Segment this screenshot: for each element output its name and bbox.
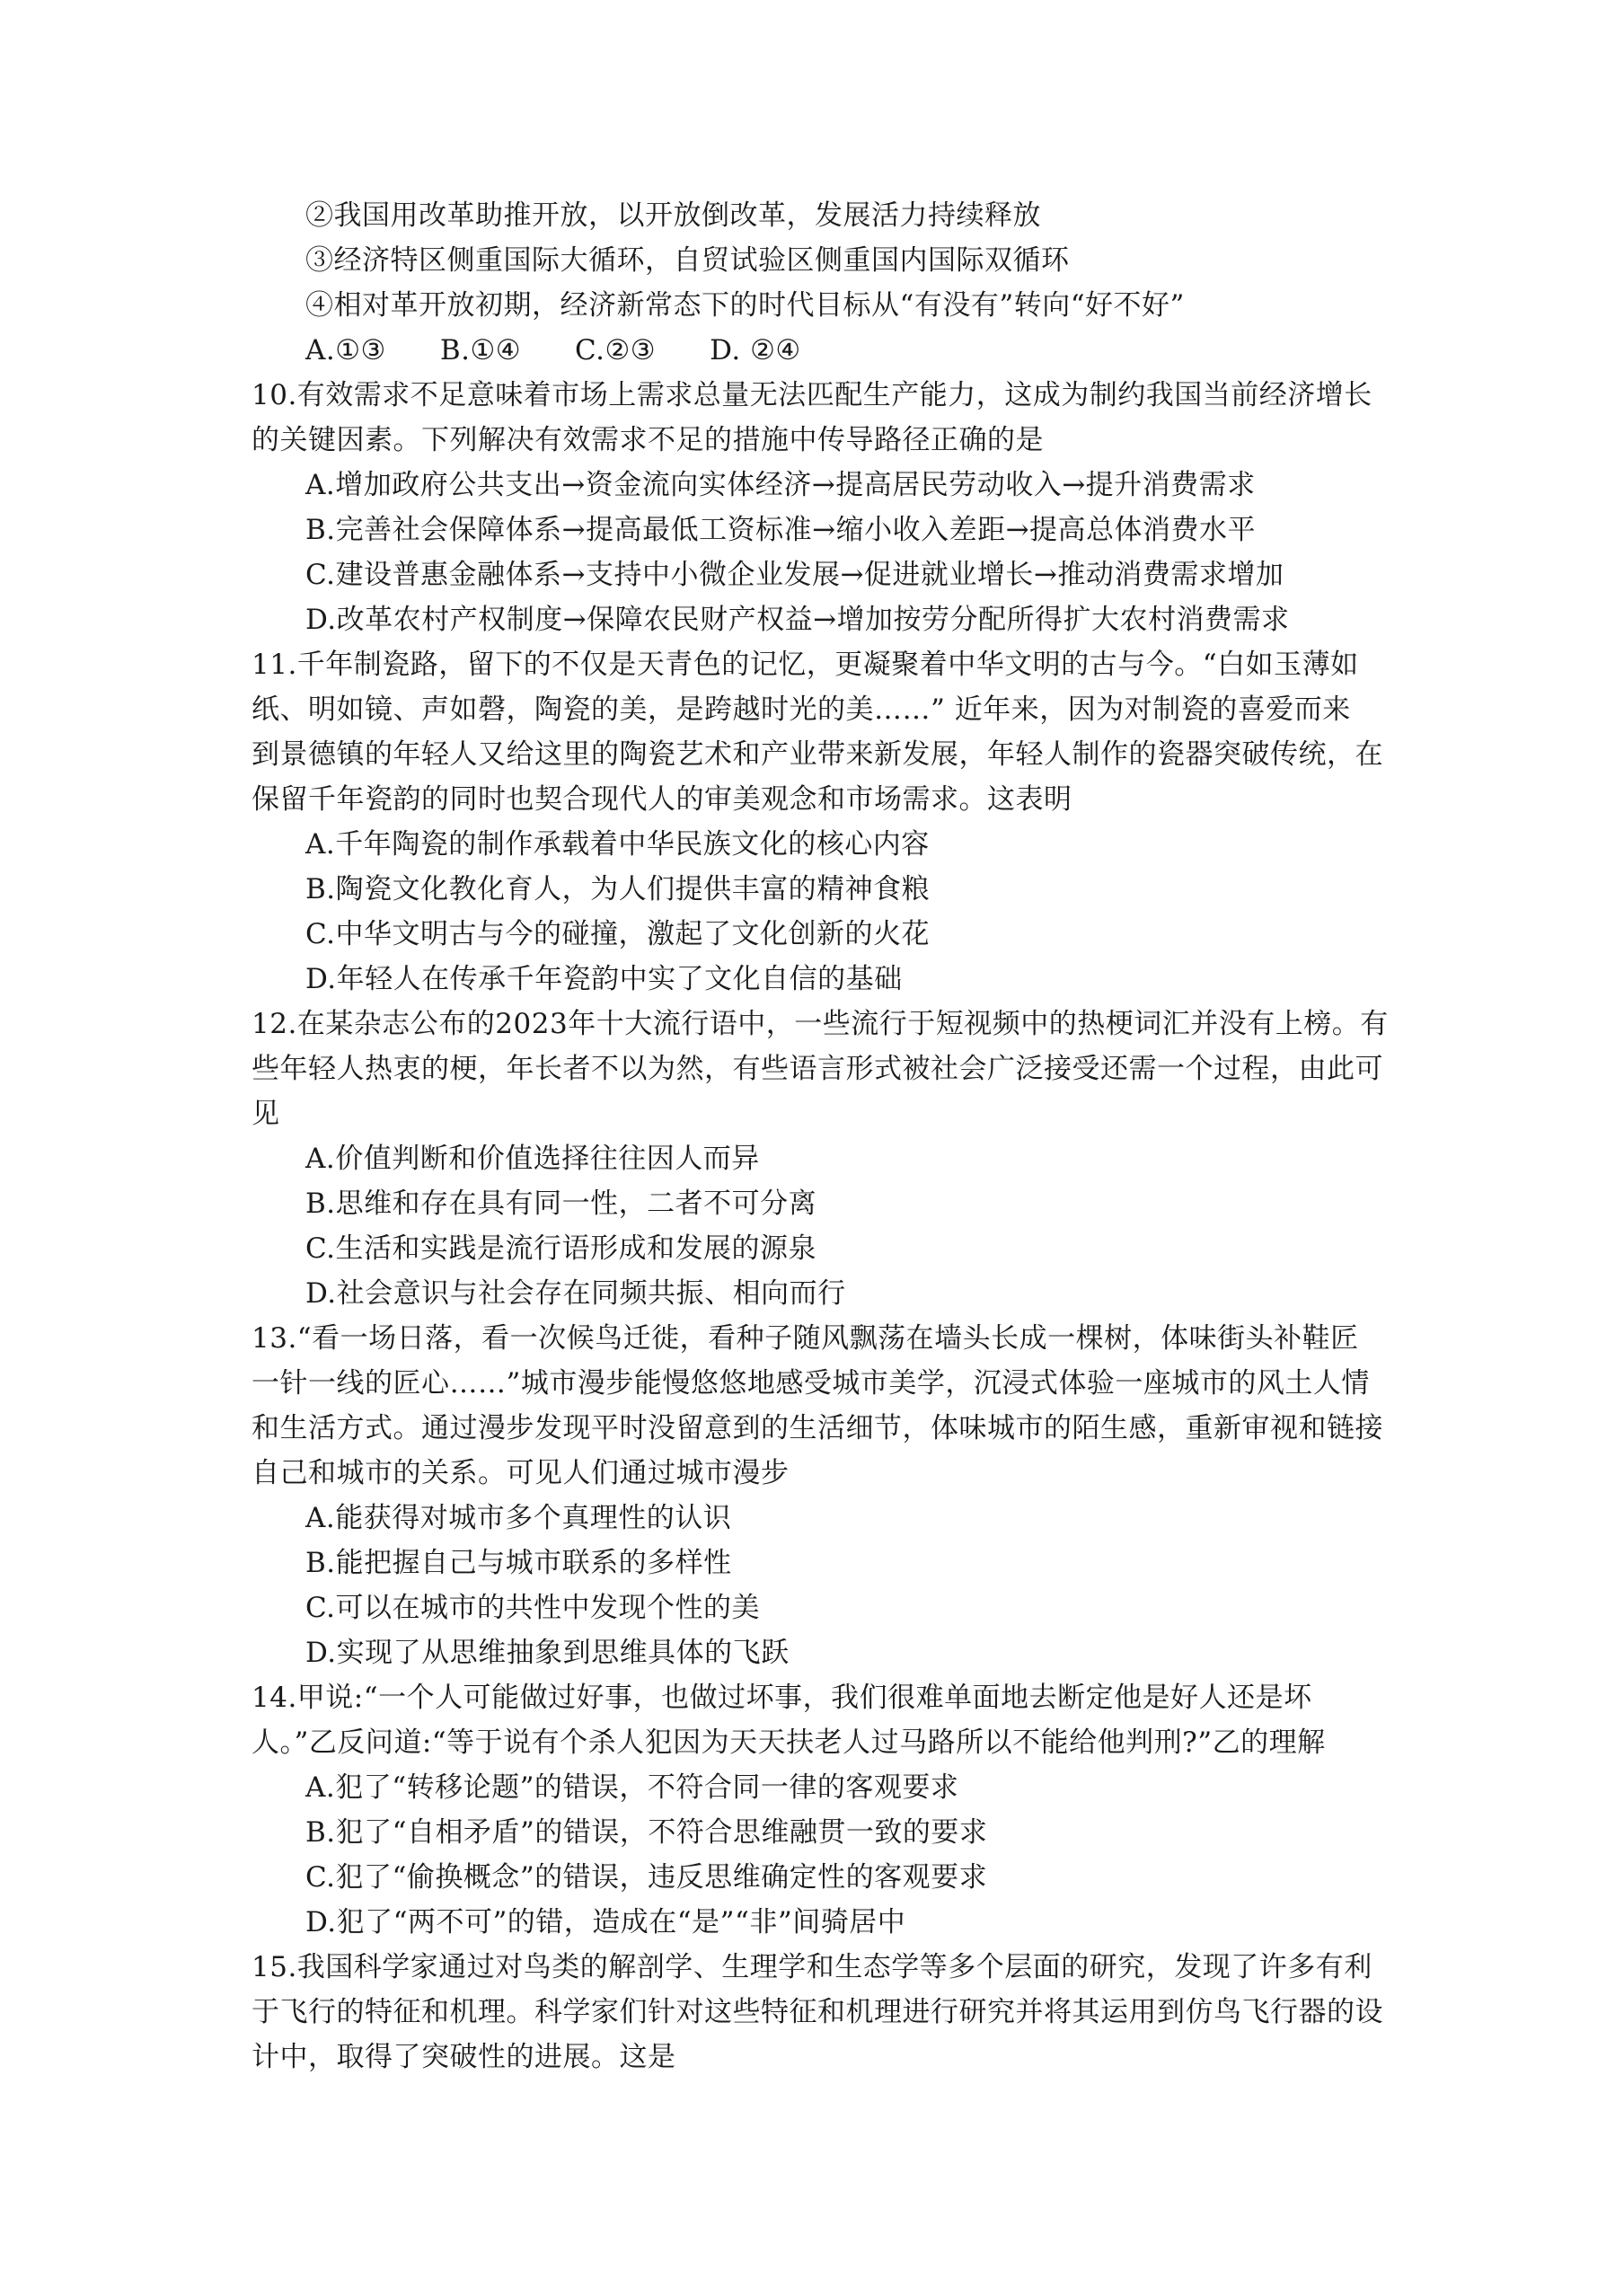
question-stem-line: 14.甲说:“一个人可能做过好事，也做过坏事，我们很难单面地去断定他是好人还是坏 xyxy=(252,1682,1312,1714)
question-stem-line: 15.我国科学家通过对鸟类的解剖学、生理学和生态学等多个层面的研究，发现了许多有利 xyxy=(252,1951,1372,1983)
option-c: C.生活和实践是流行语形成和发展的源泉 xyxy=(305,1232,816,1265)
option-a: A.价值判断和价值选择往往因人而异 xyxy=(305,1143,760,1175)
page-content xyxy=(252,193,1410,2080)
question-stem-line: 保留千年瓷韵的同时也契合现代人的审美观念和市场需求。这表明 xyxy=(252,783,1072,816)
question-9 xyxy=(252,193,1410,373)
statement-4: ④相对革开放初期，经济新常态下的时代目标从“有没有”转向“好不好” xyxy=(305,289,1185,322)
option-b: B.①④ xyxy=(439,334,522,366)
question-stem-line: 11.千年制瓷路，留下的不仅是天青色的记忆，更凝聚着中华文明的古与今。“白如玉薄如 xyxy=(252,649,1359,681)
question-stem-line: 纸、明如镜、声如磬，陶瓷的美，是跨越时光的美……” 近年来，因为对制瓷的喜爱而来 xyxy=(252,693,1351,726)
option-c: C.犯了“偷换概念”的错误，违反思维确定性的客观要求 xyxy=(305,1861,988,1894)
option-b: B.犯了“自相矛盾”的错误，不符合思维融贯一致的要求 xyxy=(305,1816,988,1849)
question-stem-line: 12.在某杂志公布的2023年十大流行语中，一些流行于短视频中的热梗词汇并没有上榜。有 xyxy=(252,1008,1389,1040)
statement-3: ③经济特区侧重国际大循环，自贸试验区侧重国内国际双循环 xyxy=(305,244,1070,277)
option-c: C.②③ xyxy=(575,334,657,366)
question-stem-line: 些年轻人热衷的梗，年长者不以为然，有些语言形式被社会广泛接受还需一个过程，由此可 xyxy=(252,1053,1383,1085)
option-d: D. ②④ xyxy=(710,334,801,366)
option-c: C.中华文明古与今的碰撞，激起了文化创新的火花 xyxy=(305,918,930,950)
question-13 xyxy=(252,1316,1410,1675)
question-stem-line: 10.有效需求不足意味着市场上需求总量无法匹配生产能力，这成为制约我国当前经济增长 xyxy=(252,379,1372,411)
option-a: A.能获得对城市多个真理性的认识 xyxy=(305,1502,732,1534)
question-stem-line: 一针一线的匠心……”城市漫步能慢悠悠地感受城市美学，沉浸式体验一座城市的风土人情 xyxy=(252,1367,1370,1400)
option-c: C.建设普惠金融体系→支持中小微企业发展→促进就业增长→推动消费需求增加 xyxy=(305,559,1284,591)
question-15 xyxy=(252,1945,1410,2080)
question-stem-line: 见 xyxy=(252,1098,280,1130)
option-d: D.犯了“两不可”的错，造成在“是”“非”间骑居中 xyxy=(305,1906,906,1938)
question-14 xyxy=(252,1675,1410,1945)
question-stem-line: 人。”乙反问道:“等于说有个杀人犯因为天天扶老人过马路所以不能给他判刑?”乙的理解 xyxy=(252,1726,1326,1759)
option-b: B.陶瓷文化教化育人，为人们提供丰富的精神食粮 xyxy=(305,873,931,905)
question-stem-line: 13.“看一场日落，看一次候鸟迁徙，看种子随风飘荡在墙头长成一棵树，体味街头补鞋匠 xyxy=(252,1322,1359,1355)
option-d: D.年轻人在传承千年瓷韵中实了文化自信的基础 xyxy=(305,963,903,995)
option-d: D.改革农村产权制度→保障农民财产权益→增加按劳分配所得扩大农村消费需求 xyxy=(305,604,1290,636)
option-b: B.完善社会保障体系→提高最低工资标准→缩小收入差距→提高总体消费水平 xyxy=(305,514,1257,546)
option-d: D.实现了从思维抽象到思维具体的飞跃 xyxy=(305,1637,790,1669)
option-d: D.社会意识与社会存在同频共振、相向而行 xyxy=(305,1277,846,1310)
question-stem-line: 到景德镇的年轻人又给这里的陶瓷艺术和产业带来新发展，年轻人制作的瓷器突破传统，在 xyxy=(252,738,1383,771)
option-a: A.①③ xyxy=(305,334,386,366)
question-11 xyxy=(252,642,1410,1002)
question-stem-line: 计中，取得了突破性的进展。这是 xyxy=(252,2041,676,2073)
option-b: B.思维和存在具有同一性，二者不可分离 xyxy=(305,1188,817,1220)
statement-2: ②我国用改革助推开放，以开放倒改革，发展活力持续释放 xyxy=(305,199,1041,232)
question-stem-line: 的关键因素。下列解决有效需求不足的措施中传导路径正确的是 xyxy=(252,424,1044,456)
question-stem-line: 自己和城市的关系。可见人们通过城市漫步 xyxy=(252,1457,790,1489)
option-b: B.能把握自己与城市联系的多样性 xyxy=(305,1547,732,1579)
question-stem-line: 于飞行的特征和机理。科学家们针对这些特征和机理进行研究并将其运用到仿鸟飞行器的设 xyxy=(252,1996,1383,2028)
option-a: A.千年陶瓷的制作承载着中华民族文化的核心内容 xyxy=(305,828,930,861)
options-row xyxy=(252,328,1410,373)
option-a: A.增加政府公共支出→资金流向实体经济→提高居民劳动收入→提升消费需求 xyxy=(305,469,1256,501)
option-c: C.可以在城市的共性中发现个性的美 xyxy=(305,1592,760,1624)
question-stem-line: 和生活方式。通过漫步发现平时没留意到的生活细节，体味城市的陌生感，重新审视和链接 xyxy=(252,1412,1383,1444)
question-10 xyxy=(252,373,1410,642)
option-a: A.犯了“转移论题”的错误，不符合同一律的客观要求 xyxy=(305,1771,959,1804)
question-12 xyxy=(252,1002,1410,1316)
